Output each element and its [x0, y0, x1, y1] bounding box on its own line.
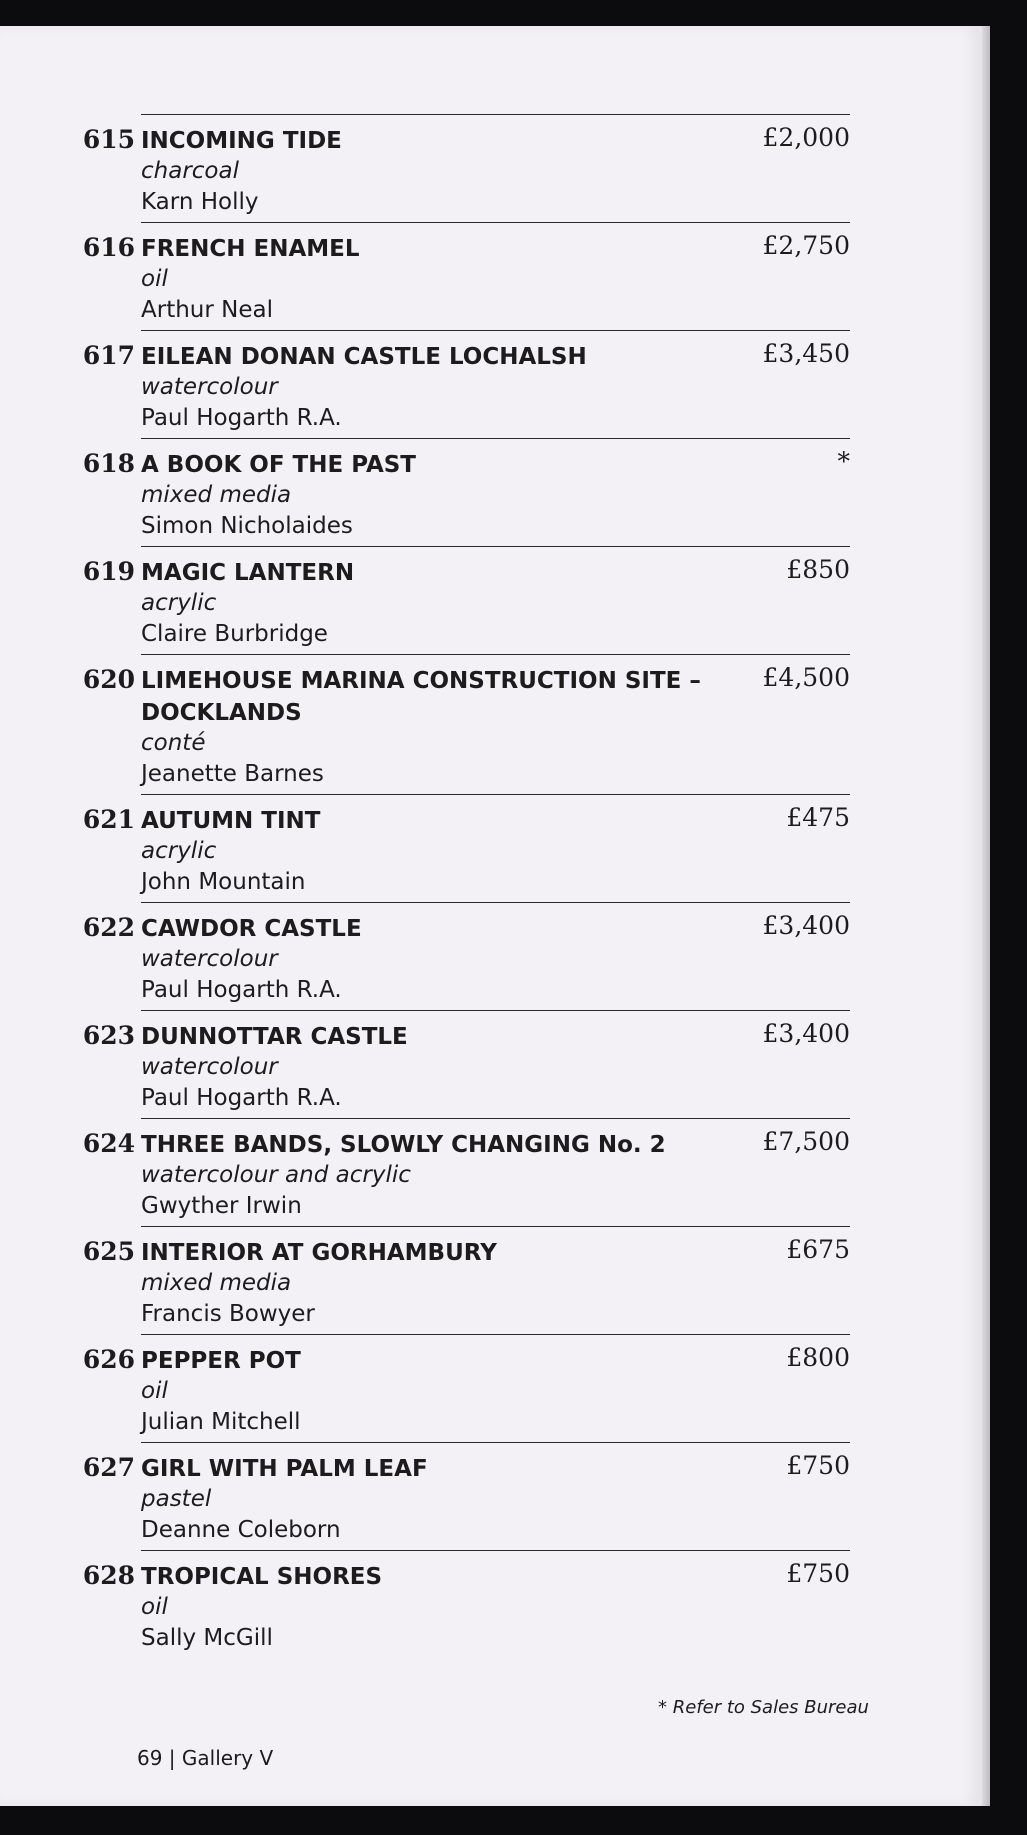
artwork-medium: pastel — [141, 1486, 212, 1512]
artwork-price: £475 — [786, 803, 850, 832]
artwork-price: £800 — [786, 1343, 850, 1372]
sales-bureau-footnote: * Refer to Sales Bureau — [658, 1697, 869, 1718]
artist-name: Francis Bowyer — [141, 1301, 315, 1327]
entry-624 — [82, 1118, 850, 1226]
entry-625 — [82, 1226, 850, 1334]
artwork-title: THREE BANDS, SLOWLY CHANGING No. 2 — [141, 1132, 666, 1158]
artwork-price: * — [837, 447, 850, 476]
entry-623 — [82, 1010, 850, 1118]
artist-name: Claire Burbridge — [141, 621, 328, 647]
artwork-medium: oil — [141, 1594, 168, 1620]
artwork-price: £3,400 — [762, 1019, 850, 1048]
artist-name: Paul Hogarth R.A. — [141, 1085, 342, 1111]
artwork-title: INTERIOR AT GORHAMBURY — [141, 1240, 497, 1266]
artist-name: Paul Hogarth R.A. — [141, 977, 342, 1003]
entry-628 — [82, 1550, 850, 1658]
lot-number: 620 — [82, 665, 135, 694]
artwork-price: £675 — [786, 1235, 850, 1264]
artwork-medium: mixed media — [141, 1270, 292, 1296]
entry-618 — [82, 438, 850, 546]
page-folio: 69 | Gallery V — [137, 1746, 274, 1770]
entry-620 — [82, 654, 850, 794]
entry-627 — [82, 1442, 850, 1550]
artwork-title: CAWDOR CASTLE — [141, 916, 362, 942]
entry-626 — [82, 1334, 850, 1442]
artwork-title: MAGIC LANTERN — [141, 560, 355, 586]
artwork-medium: watercolour — [141, 1054, 278, 1080]
artist-name: Sally McGill — [141, 1625, 273, 1651]
artwork-medium: watercolour — [141, 374, 278, 400]
artist-name: Jeanette Barnes — [141, 761, 324, 787]
page-edge — [982, 26, 990, 1806]
artwork-title: PEPPER POT — [141, 1348, 301, 1374]
lot-number: 625 — [82, 1237, 135, 1266]
artwork-medium: oil — [141, 1378, 168, 1404]
entry-619 — [82, 546, 850, 654]
artwork-price: £2,000 — [762, 123, 850, 152]
lot-number: 627 — [82, 1453, 135, 1482]
entry-621 — [82, 794, 850, 902]
artwork-title: FRENCH ENAMEL — [141, 236, 360, 262]
artist-name: John Mountain — [141, 869, 306, 895]
entry-616 — [82, 222, 850, 330]
entry-list — [0, 114, 982, 1658]
artist-name: Gwyther Irwin — [141, 1193, 302, 1219]
artist-name: Arthur Neal — [141, 297, 273, 323]
artwork-price: £2,750 — [762, 231, 850, 260]
artwork-medium: watercolour — [141, 946, 278, 972]
artist-name: Deanne Coleborn — [141, 1517, 341, 1543]
artwork-medium: acrylic — [141, 838, 217, 864]
lot-number: 621 — [82, 805, 135, 834]
artwork-price: £3,450 — [762, 339, 850, 368]
artwork-medium: charcoal — [141, 158, 239, 184]
lot-number: 624 — [82, 1129, 135, 1158]
entry-617 — [82, 330, 850, 438]
artwork-medium: conté — [141, 730, 206, 756]
artwork-title: TROPICAL SHORES — [141, 1564, 383, 1590]
artwork-title: LIMEHOUSE MARINA CONSTRUCTION SITE – DOCKLANDS — [141, 668, 701, 726]
artist-name: Paul Hogarth R.A. — [141, 405, 342, 431]
artwork-title: EILEAN DONAN CASTLE LOCHALSH — [141, 344, 587, 370]
lot-number: 618 — [82, 449, 135, 478]
lot-number: 623 — [82, 1021, 135, 1050]
lot-number: 619 — [82, 557, 135, 586]
artwork-price: £750 — [786, 1451, 850, 1480]
lot-number: 616 — [82, 233, 135, 262]
artwork-price: £3,400 — [762, 911, 850, 940]
artwork-medium: watercolour and acrylic — [141, 1162, 411, 1188]
entry-615 — [82, 114, 850, 222]
lot-number: 622 — [82, 913, 135, 942]
entry-622 — [82, 902, 850, 1010]
artist-name: Simon Nicholaides — [141, 513, 353, 539]
artwork-price: £7,500 — [762, 1127, 850, 1156]
lot-number: 626 — [82, 1345, 135, 1374]
lot-number: 615 — [82, 125, 135, 154]
artwork-title: GIRL WITH PALM LEAF — [141, 1456, 428, 1482]
artwork-medium: acrylic — [141, 590, 217, 616]
artist-name: Karn Holly — [141, 189, 259, 215]
catalogue-page — [0, 26, 982, 1806]
artwork-title: DUNNOTTAR CASTLE — [141, 1024, 408, 1050]
artwork-medium: oil — [141, 266, 168, 292]
lot-number: 628 — [82, 1561, 135, 1590]
artwork-medium: mixed media — [141, 482, 292, 508]
artwork-title: A BOOK OF THE PAST — [141, 452, 417, 478]
lot-number: 617 — [82, 341, 135, 370]
artwork-title: AUTUMN TINT — [141, 808, 321, 834]
artwork-price: £4,500 — [762, 663, 850, 692]
artwork-price: £850 — [786, 555, 850, 584]
artwork-title: INCOMING TIDE — [141, 128, 342, 154]
artwork-price: £750 — [786, 1559, 850, 1588]
artist-name: Julian Mitchell — [141, 1409, 301, 1435]
